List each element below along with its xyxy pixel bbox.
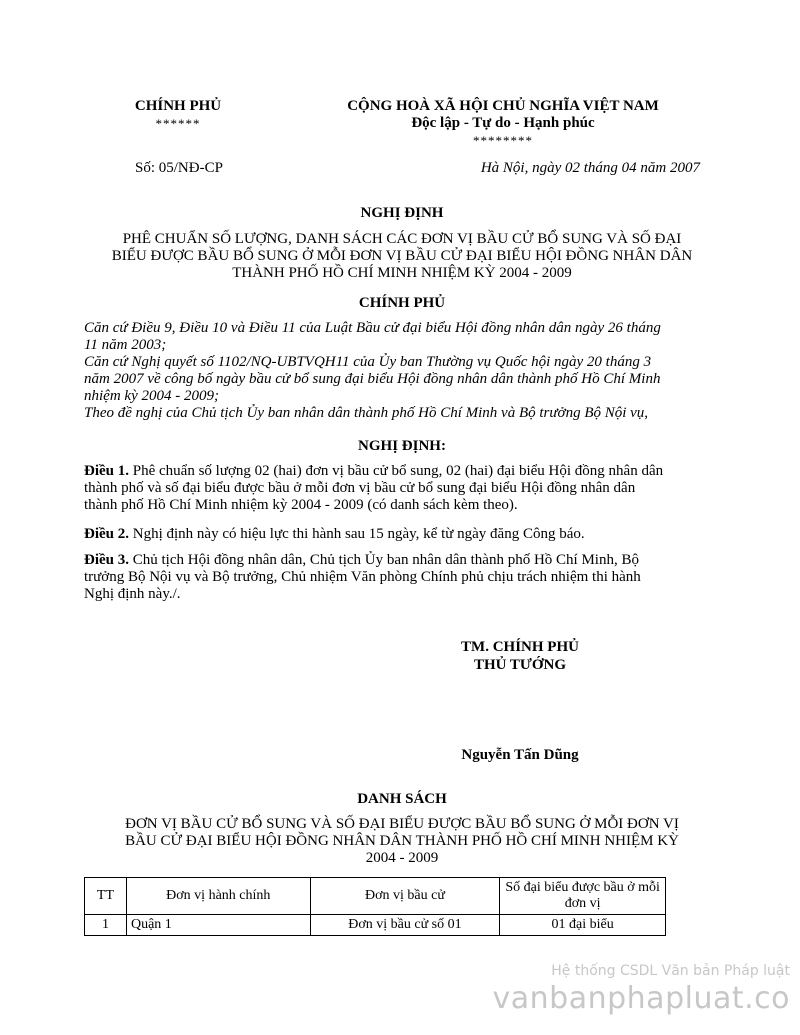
list-subtitle: [84, 816, 720, 867]
basis-line: nhiệm kỳ 2004 - 2009;: [84, 388, 219, 404]
issuer-header: [118, 98, 238, 132]
article-label: Điều 2.: [84, 526, 129, 542]
basis-line: 11 năm 2003;: [84, 337, 167, 353]
national-motto: Độc lập - Tự do - Hạnh phúc: [411, 115, 595, 131]
table-cell: Quận 1: [126, 915, 310, 936]
basis-line: Căn cứ Nghị quyết số 1102/NQ-UBTVQH11 của Ủy ban Thường vụ Quốc hội ngày 20 tháng 3: [84, 354, 652, 370]
signature-block: [440, 638, 600, 674]
issuer-name: CHÍNH PHỦ: [134, 98, 222, 114]
basis-line: năm 2007 về công bố ngày bầu cử bổ sung đại biểu Hội đồng nhân dân thành phố Hồ Chí Minh: [84, 371, 661, 387]
subtitle-line: PHÊ CHUẨN SỐ LƯỢNG, DANH SÁCH CÁC ĐƠN VỊ BẦU CỬ BỔ SUNG VÀ SỐ ĐẠI: [122, 231, 682, 247]
document-subtitle: [84, 231, 720, 282]
list-subtitle-line: ĐƠN VỊ BẦU CỬ BỔ SUNG VÀ SỐ ĐẠI BIỂU ĐƯỢC BẦU BỔ SUNG Ở MỖI ĐƠN VỊ: [125, 816, 679, 832]
watermark: [493, 963, 790, 1016]
table-cell: Đơn vị bầu cử số 01: [310, 915, 500, 936]
legal-basis: [84, 320, 720, 422]
article-text: trưởng Bộ Nội vụ và Bộ trưởng, Chủ nhiệm Văn phòng Chính phủ chịu trách nhiệm thi hành: [84, 569, 641, 585]
document-title: NGHỊ ĐỊNH: [360, 205, 444, 221]
decree-heading: NGHỊ ĐỊNH:: [358, 438, 446, 454]
header-cell: Số đại biểu được bầu ở mỗi đơn vị: [500, 878, 666, 915]
article-text: Nghị định này có hiệu lực thi hành sau 15 ngày, kể từ ngày đăng Công báo.: [129, 526, 585, 542]
constituency-table: [84, 877, 666, 936]
article-label: Điều 1.: [84, 463, 129, 479]
article-3: [84, 552, 720, 603]
country-name: CỘNG HOÀ XÃ HỘI CHỦ NGHĨA VIỆT NAM: [347, 98, 659, 114]
basis-line: Căn cứ Điều 9, Điều 10 và Điều 11 của Luật Bầu cử đại biểu Hội đồng nhân dân ngày 26 tháng: [84, 320, 661, 336]
article-text: thành phố Hồ Chí Minh nhiệm kỳ 2004 - 2009 (có danh sách kèm theo).: [84, 497, 518, 513]
article-label: Điều 3.: [84, 552, 129, 568]
watermark-line: Hệ thống CSDL Văn bản Pháp luật: [551, 963, 790, 979]
issuer-heading: CHÍNH PHỦ: [358, 295, 446, 311]
table-header-row: [85, 878, 666, 915]
header-cell: TT: [85, 878, 127, 915]
header-cell: Đơn vị bầu cử: [310, 878, 500, 915]
signer-name: Nguyễn Tấn Dũng: [461, 747, 579, 763]
document-date: Hà Nội, ngày 02 tháng 04 năm 2007: [480, 160, 700, 176]
signature-title: TM. CHÍNH PHỦ: [461, 639, 579, 655]
watermark-site: vanbanphapluat.co: [492, 981, 790, 1016]
national-header: [318, 98, 688, 149]
article-text: thành phố và số đại biểu được bầu ở mỗi đơn vị bầu cử bổ sung đại biểu Hội đồng nhân dân: [84, 480, 636, 496]
motto-stars: ********: [473, 133, 533, 148]
header-cell: Đơn vị hành chính: [126, 878, 310, 915]
list-subtitle-line: BẦU CỬ ĐẠI BIỂU HỘI ĐỒNG NHÂN DÂN THÀNH PHỐ HỒ CHÍ MINH NHIỆM KỲ: [125, 833, 679, 849]
article-text: Chủ tịch Hội đồng nhân dân, Chủ tịch Ủy ban nhân dân thành phố Hồ Chí Minh, Bộ: [129, 552, 639, 568]
document-number: Số: 05/NĐ-CP: [135, 160, 223, 176]
subtitle-line: BIỂU ĐƯỢC BẦU BỔ SUNG Ở MỖI ĐƠN VỊ BẦU CỬ ĐẠI BIỂU HỘI ĐỒNG NHÂN DÂN: [111, 248, 693, 264]
basis-line: Theo đề nghị của Chủ tịch Ủy ban nhân dân thành phố Hồ Chí Minh và Bộ trưởng Bộ Nội vụ,: [84, 405, 649, 421]
article-2: [84, 526, 720, 543]
signature-position: THỦ TƯỚNG: [473, 657, 567, 673]
article-text: Nghị định này./.: [84, 586, 181, 602]
subtitle-line: THÀNH PHỐ HỒ CHÍ MINH NHIỆM KỲ 2004 - 2009: [232, 265, 572, 281]
list-subtitle-line: 2004 - 2009: [365, 850, 439, 866]
table-row: [85, 915, 666, 936]
article-text: Phê chuẩn số lượng 02 (hai) đơn vị bầu cử bổ sung, 02 (hai) đại biểu Hội đồng nhân dân: [129, 463, 664, 479]
list-title: DANH SÁCH: [357, 791, 447, 807]
article-1: [84, 463, 720, 514]
table-cell: 1: [85, 915, 127, 936]
issuer-stars: ******: [155, 116, 201, 131]
table-cell: 01 đại biểu: [500, 915, 666, 936]
